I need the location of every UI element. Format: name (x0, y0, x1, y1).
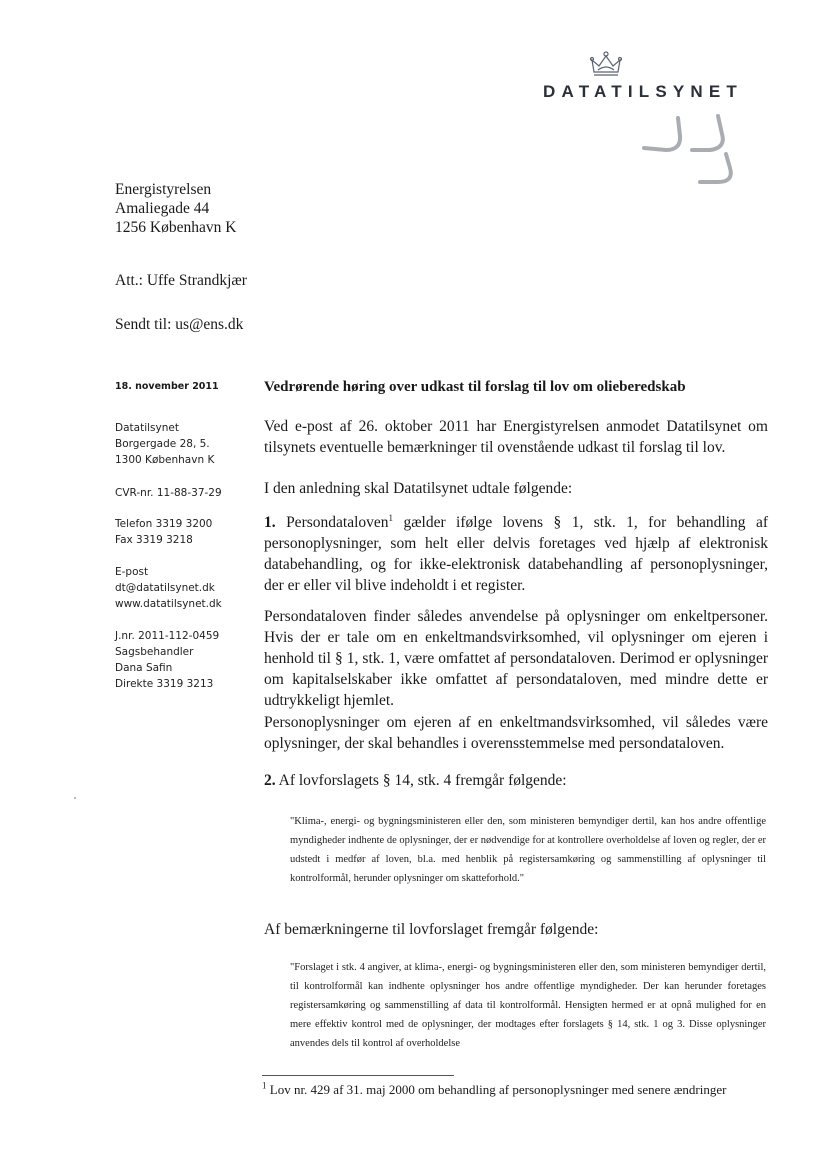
section-2-paragraph (264, 770, 768, 791)
footnote (262, 1082, 726, 1098)
attention-line: Att.: Uffe Strandkjær (115, 272, 247, 289)
contact-email (115, 564, 222, 612)
email-label: E-post (115, 566, 149, 578)
direct-phone: Direkte 3319 3213 (115, 678, 214, 690)
paragraph-intro: Ved e-post af 26. oktober 2011 har Energistyrelsen anmodet Datatilsynet om tilsynets eventuelle bemærkninger til ovenstående udkast til forslag til lov. (264, 418, 768, 456)
case-handler-label: Sagsbehandler (115, 646, 194, 658)
fax-number: Fax 3319 3218 (115, 534, 193, 546)
letter-date: 18. november 2011 (115, 381, 219, 392)
footnote-reference: 1 (388, 512, 394, 523)
footnote-number: 1 (262, 1080, 267, 1091)
sent-to-line: Sendt til: us@ens.dk (115, 316, 244, 333)
recipient-name: Energistyrelsen (115, 181, 212, 198)
quote-remarks-text: "Forslaget i stk. 4 angiver, at klima-, energi- og bygningsministeren eller den, som ministeren bemyndiger dertil, til kontrolformål kan indhente oplysninger hos andre offentlige myndigheder. Der kan herunder foretages registersamkøring og sammenstilling af data til kontrolformål. Hensigten hermed er at opnå mulighed for en mere effektiv kontrol med de oplysninger, der modtages efter forslagets § 14, stk. 1 og 3. Disse oplysninger anvendes dels til kontrol af overholdelse (290, 962, 766, 1049)
org-logo-text: DATATILSYNET (543, 82, 743, 101)
paragraph-scope: Persondataloven finder således anvendelse på oplysninger om enkeltpersoner. Hvis der er tale om en enkeltmandsvirksomhed, vil oplysninger om ejeren i henhold til § 1, stk. 1, være omfattet af persondataloven. Derimod er oplysninger om kapitalselskaber ikke omfattet af persondataloven, med mindre dette er udtrykkeligt hjemlet. (264, 608, 768, 709)
section-1-lead: Persondataloven (286, 514, 389, 531)
sender-address (115, 420, 214, 468)
paragraph-owner: Personoplysninger om ejeren af en enkeltmandsvirksomhed, vil således være oplysninger, der skal behandles i overensstemmelse med persondataloven. (264, 714, 768, 752)
recipient-city: 1256 København K (115, 219, 237, 236)
phone-number: Telefon 3319 3200 (115, 518, 213, 530)
letter-subject: Vedrørende høring over udkast til forslag til lov om olieberedskab (264, 379, 686, 395)
recipient-street: Amaliegade 44 (115, 200, 210, 217)
margin-mark (74, 797, 76, 799)
contact-phone (115, 516, 212, 548)
crown-icon (588, 50, 624, 80)
section-2-text: Af lovforslagets § 14, stk. 4 fremgår følgende: (275, 772, 567, 789)
journal-number: J.nr. 2011-112-0459 (115, 630, 220, 642)
cvr-number: CVR-nr. 11-88-37-29 (115, 487, 222, 499)
email-address: dt@datatilsynet.dk (115, 582, 215, 594)
paragraph-statement: I den anledning skal Datatilsynet udtale følgende: (264, 480, 573, 497)
case-handler-name: Dana Safin (115, 662, 173, 674)
recipient-address (115, 180, 236, 237)
sender-name: Datatilsynet (115, 422, 179, 434)
section-2-number: 2. (264, 772, 276, 789)
sender-street: Borgergade 28, 5. (115, 438, 210, 450)
sender-city: 1300 København K (115, 454, 215, 466)
footnote-divider (262, 1075, 454, 1076)
section-1-text: gælder ifølge lovens § 1, stk. 1, for behandling af personoplysninger, som helt eller delvis foretages ved hjælp af elektronisk databehandling, og for ikke-elektronisk databehandling af personoplysninger, der er eller vil blive indeholdt i et register. (264, 514, 769, 594)
website-address: www.datatilsynet.dk (115, 598, 222, 610)
hook-marks-icon (630, 112, 740, 192)
paragraph-remarks: Af bemærkningerne til lovforslaget fremgår følgende: (264, 921, 599, 938)
section-1-number: 1. (264, 514, 276, 531)
case-info (115, 628, 219, 692)
quote-law-text: "Klima-, energi- og bygningsministeren eller den, som ministeren bemyndiger dertil, kan hos andre offentlige myndigheder indhente de oplysninger, der er nødvendige for at kontrollere overholdelse af loven og regler, der er udstedt i medfør af loven, bl.a. med henblik på registersamkøring og sammenstilling af oplysninger til kontrolformål, herunder oplysninger om skatteforhold." (290, 816, 766, 884)
footnote-text: Lov nr. 429 af 31. maj 2000 om behandling af personoplysninger med senere ændringer (266, 1082, 727, 1097)
section-1-paragraph (264, 512, 768, 596)
